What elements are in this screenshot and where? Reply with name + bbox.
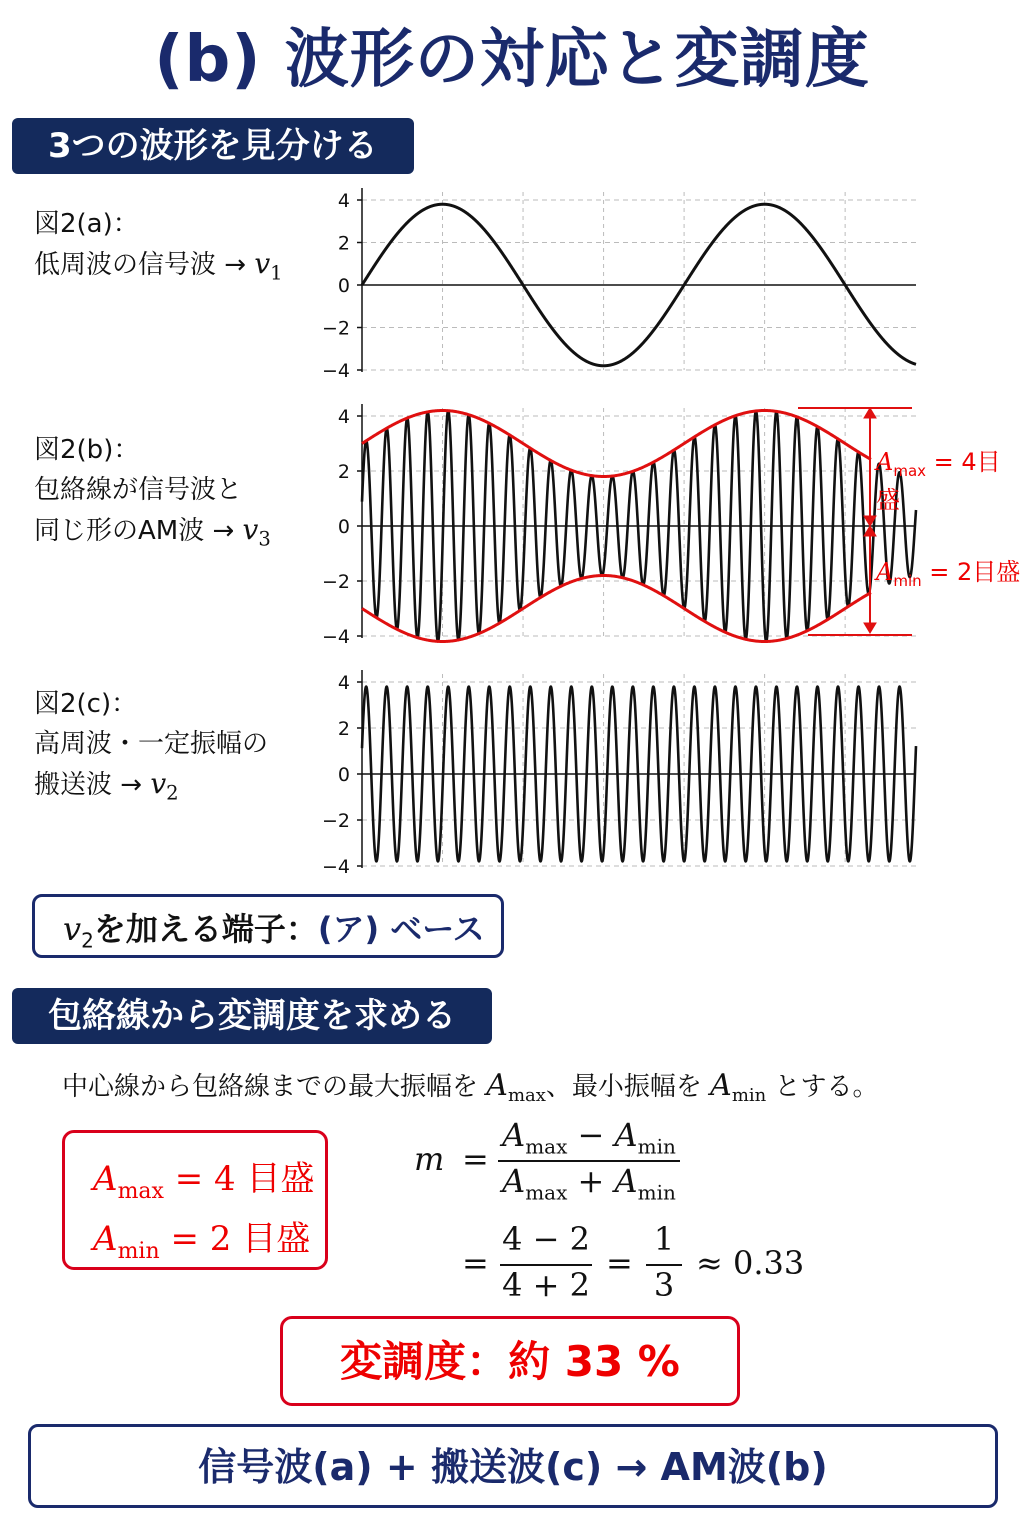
fig-a-label: 図2(a)：	[34, 209, 139, 239]
plot-a-tick-label: 0	[337, 275, 350, 297]
plot-a-tick-label: −2	[321, 317, 350, 340]
terminal-box: $v_2$を加える端子：(ア) ベース	[32, 894, 504, 958]
plot-b-tick-label: 0	[337, 516, 350, 538]
page-title: (b) 波形の対応と変調度	[154, 23, 870, 97]
formula-approx: ≈ 0.33	[696, 1244, 805, 1282]
section-banner-modulation: 包絡線から変調度を求める	[12, 988, 492, 1044]
plot-c-tick-label: 0	[337, 764, 350, 786]
amin-value: $A_{min} = 2$ 目盛	[93, 1219, 311, 1264]
fig-c-label: 図2(c)：	[34, 689, 138, 719]
explanation-text: 中心線から包絡線までの最大振幅を $A_{max}$、最小振幅を $A_{min}$ とする。	[62, 1068, 879, 1107]
plot-b-tick-label: 4	[337, 406, 350, 428]
fig-c-desc-2: 搬送波 → $v_2$	[34, 767, 179, 805]
formula-eq1: =	[462, 1140, 489, 1178]
fig-b-label: 図2(b)：	[34, 435, 140, 465]
fig-b-desc-1: 包絡線が信号波と	[34, 475, 243, 505]
plot-b-tick-label: 2	[337, 461, 350, 483]
plot-c-tick-label: −4	[321, 856, 350, 878]
result-box: 変調度：約 33 %	[280, 1316, 740, 1406]
plot-c-tick-label: 2	[337, 718, 350, 740]
plot-b-tick-label: −4	[321, 626, 350, 648]
plot-b-tick-label: −2	[321, 571, 350, 593]
formula-numerator-3: 1	[653, 1220, 675, 1258]
fig-c-desc-1: 高周波・一定振幅の	[34, 729, 269, 759]
values-box	[62, 1130, 328, 1270]
summary-box: 信号波(a) + 搬送波(c) → AM波(b)	[28, 1424, 998, 1508]
formula-numerator-2: 4 − 2	[502, 1220, 590, 1258]
amin-annotation: $A_{min} = 2$目盛	[876, 558, 1021, 590]
formula-denominator: $A_{max} + A_{min}$	[502, 1162, 676, 1205]
formula-eq2: =	[462, 1244, 489, 1282]
fig-b-desc-2: 同じ形のAM波 → $v_3$	[34, 513, 271, 551]
plot-carrier-wave	[322, 670, 916, 878]
amax-annotation: $A_{max} = 4$目盛	[876, 448, 1001, 514]
formula-denominator-3: 3	[653, 1266, 675, 1304]
plot-a-tick-label: −4	[321, 360, 350, 382]
fig-a-desc: 低周波の信号波 → $v_1$	[34, 247, 283, 285]
plot-am-wave	[322, 404, 916, 648]
plot-c-tick-label: −2	[321, 810, 350, 832]
formula-denominator-2: 4 + 2	[502, 1266, 590, 1304]
plot-c-tick-label: 4	[337, 672, 350, 694]
plot-signal-wave	[322, 188, 916, 382]
plot-a-tick-label: 2	[337, 232, 350, 255]
formula-eq3: =	[606, 1244, 633, 1282]
section-banner-waveforms: 3つの波形を見分ける	[12, 118, 414, 174]
formula-m: m	[414, 1140, 445, 1178]
formula-numerator: $A_{max} - A_{min}$	[502, 1116, 676, 1159]
plot-a-tick-label: 4	[337, 190, 350, 212]
amax-value: $A_{max} = 4$ 目盛	[93, 1159, 315, 1204]
